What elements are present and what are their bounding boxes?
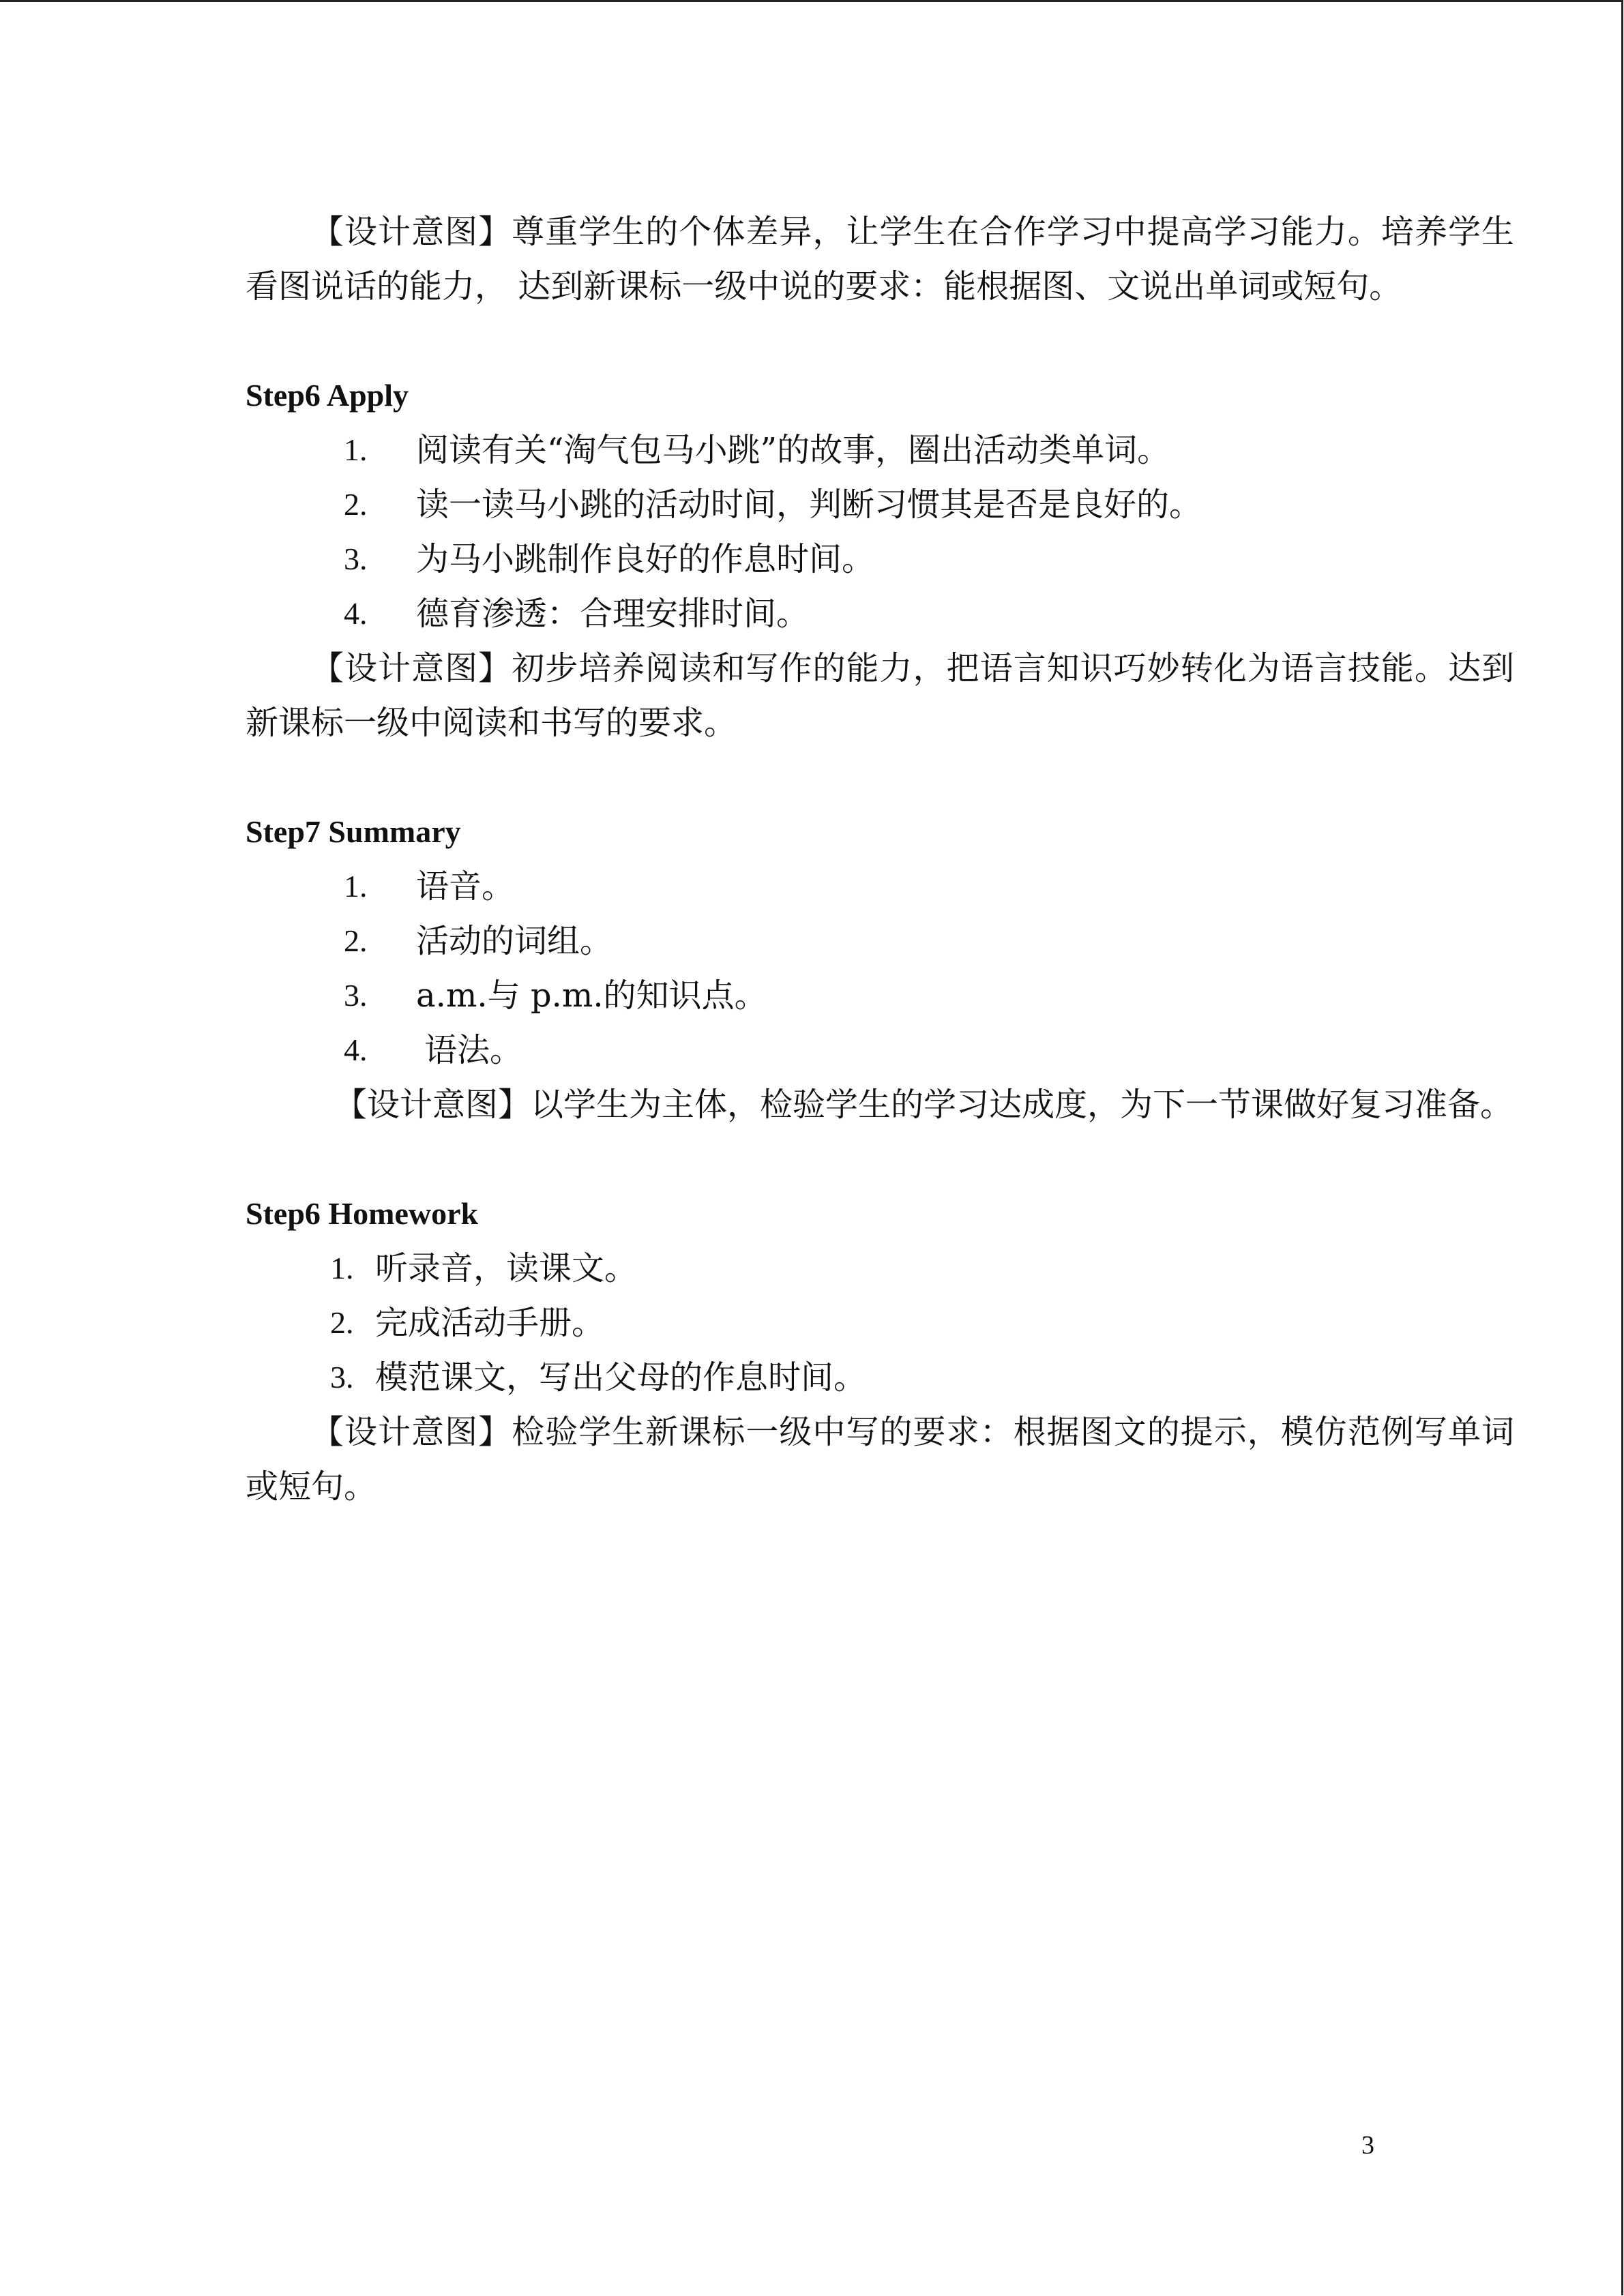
step6-homework-heading: Step6 Homework	[246, 1196, 479, 1231]
list-text: 读一读马小跳的活动时间，判断习惯其是否是良好的。	[416, 486, 1202, 524]
list-number: 3.	[344, 978, 368, 1013]
step7-summary-heading: Step7 Summary	[246, 814, 461, 849]
list-item	[246, 1023, 1514, 1077]
list-number: 1.	[344, 432, 368, 467]
list-text: 活动的词组。	[416, 922, 613, 960]
step7-summary-design-note: 【设计意图】以学生为主体，检验学生的学习达成度，为下一节课做好复习准备。	[334, 1086, 1514, 1124]
list-number: 1.	[344, 869, 368, 904]
list-number: 2.	[330, 1305, 354, 1340]
list-item	[246, 914, 1514, 968]
list-item	[246, 859, 1514, 914]
document-body	[246, 205, 1514, 1514]
list-number: 1.	[330, 1251, 354, 1285]
list-text: 听录音，读课文。	[375, 1249, 638, 1287]
list-number: 3.	[344, 541, 368, 576]
page-number: 3	[1361, 2131, 1374, 2160]
step6-homework-list	[246, 1241, 1514, 1405]
step6-apply-heading: Step6 Apply	[246, 378, 409, 413]
step6-homework-design-note: 【设计意图】检验学生新课标一级中写的要求：根据图文的提示，模仿范例写单词或短句。	[246, 1413, 1514, 1506]
list-item	[246, 586, 1514, 641]
list-item	[246, 1241, 1514, 1296]
step6-apply-design-note: 【设计意图】初步培养阅读和写作的能力，把语言知识巧妙转化为语言技能。达到新课标一级中阅读和书写的要求。	[246, 649, 1514, 742]
list-text: 模范课文，写出父母的作息时间。	[375, 1358, 867, 1397]
list-text: a.m.与 p.m.的知识点。	[416, 976, 767, 1015]
list-number: 3.	[330, 1360, 354, 1395]
list-item	[246, 477, 1514, 532]
list-text: 德育渗透：合理安排时间。	[416, 595, 810, 633]
step7-summary-list	[246, 859, 1514, 1077]
intro-design-note: 【设计意图】尊重学生的个体差异，让学生在合作学习中提高学习能力。培养学生看图说话的能力， 达到新课标一级中说的要求：能根据图、文说出单词或短句。	[246, 213, 1514, 305]
list-text: 完成活动手册。	[375, 1304, 605, 1342]
list-item	[246, 423, 1514, 477]
list-text: 阅读有关“淘气包马小跳”的故事，圈出活动类单词。	[416, 431, 1170, 469]
list-number: 2.	[344, 487, 368, 522]
list-number: 4.	[344, 1032, 368, 1067]
spacer	[246, 1132, 1514, 1187]
list-text: 为马小跳制作良好的作息时间。	[416, 540, 875, 578]
list-text: 语法。	[424, 1031, 523, 1069]
list-text: 语音。	[416, 867, 515, 906]
spacer	[246, 750, 1514, 805]
spacer	[246, 314, 1514, 368]
list-number: 2.	[344, 923, 368, 958]
list-number: 4.	[344, 596, 368, 631]
list-item	[246, 1296, 1514, 1350]
step6-apply-list	[246, 423, 1514, 641]
list-item	[246, 532, 1514, 586]
list-item	[246, 1350, 1514, 1405]
list-item	[246, 968, 1514, 1023]
